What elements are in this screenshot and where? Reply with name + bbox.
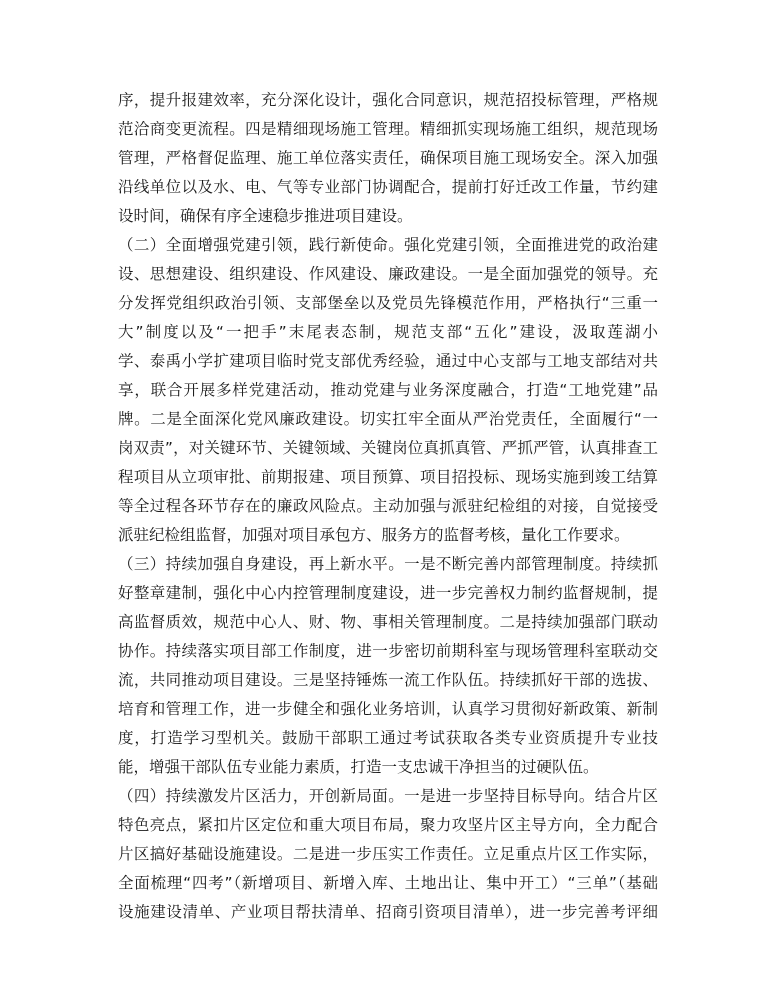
section-3-heading-line: （三）持续加强自身建设，再上新水平。一是不断完善内部管理制度。持续抓 — [118, 555, 658, 573]
text-line: 流，共同推动项目建设。三是坚持锤炼一流工作队伍。持续抓好干部的选拔、 — [118, 671, 658, 689]
text-line: 培育和管理工作，进一步健全和强化业务培训，认真学习贯彻好新政策、新制 — [118, 700, 658, 718]
text-line: 派驻纪检组监督，加强对项目承包方、服务方的监督考核，量化工作要求。 — [118, 526, 630, 544]
text-line: 范洽商变更流程。四是精细现场施工管理。精细抓实现场施工组织，规范现场 — [118, 120, 658, 138]
text-line: 特色亮点，紧扣片区定位和重大项目布局，聚力攻坚片区主导方向，全力配合 — [118, 816, 658, 834]
section-2-heading-line: （二）全面增强党建引领，践行新使命。强化党建引领，全面推进党的政治建 — [118, 236, 658, 254]
text-line: 程项目从立项审批、前期报建、项目预算、项目招投标、现场实施到竣工结算 — [118, 468, 658, 486]
body-text — [118, 86, 658, 927]
text-line: 享，联合开展多样党建活动，推动党建与业务深度融合，打造“工地党建”品 — [118, 381, 658, 399]
text-line: 沿线单位以及水、电、气等专业部门协调配合，提前打好迁改工作量，节约建 — [118, 178, 658, 196]
text-line: 高监督质效，规范中心人、财、物、事相关管理制度。二是持续加强部门联动 — [118, 613, 658, 631]
text-line: 学、泰禹小学扩建项目临时党支部优秀经验，通过中心支部与工地支部结对共 — [118, 352, 658, 370]
text-line: 大”制度以及“一把手”末尾表态制，规范支部“五化”建设，汲取莲湖小 — [118, 323, 658, 341]
text-line: 度，打造学习型机关。鼓励干部职工通过考试获取各类专业资质提升专业技 — [118, 729, 658, 747]
text-line: 协作。持续落实项目部工作制度，进一步密切前期科室与现场管理科室联动交 — [118, 642, 658, 660]
text-line: 设施建设清单、产业项目帮扶清单、招商引资项目清单），进一步完善考评细 — [118, 903, 658, 921]
text-line: 牌。二是全面深化党风廉政建设。切实扛牢全面从严治党责任，全面履行“一 — [118, 410, 658, 428]
text-line: 分发挥党组织政治引领、支部堡垒以及党员先锋模范作用，严格执行“三重一 — [118, 294, 658, 312]
text-line: 岗双责”，对关键环节、关键领域、关键岗位真抓真管、严抓严管，认真排查工 — [118, 439, 658, 457]
text-line: 序，提升报建效率，充分深化设计，强化合同意识，规范招投标管理，严格规 — [118, 91, 658, 109]
text-line: 能，增强干部队伍专业能力素质，打造一支忠诚干净担当的过硬队伍。 — [118, 758, 599, 776]
text-line: 管理，严格督促监理、施工单位落实责任，确保项目施工现场安全。深入加强 — [118, 149, 658, 167]
text-line: 全面梳理“四考”（新增项目、新增入库、土地出让、集中开工）“三单”（基础 — [118, 874, 658, 892]
section-4-heading-line: （四）持续激发片区活力，开创新局面。一是进一步坚持目标导向。结合片区 — [118, 787, 658, 805]
text-line: 好整章建制，强化中心内控管理制度建设，进一步完善权力制约监督规制，提 — [118, 584, 658, 602]
text-line: 等全过程各环节存在的廉政风险点。主动加强与派驻纪检组的对接，自觉接受 — [118, 497, 658, 515]
text-line: 设时间，确保有序全速稳步推进项目建设。 — [118, 207, 413, 225]
text-line: 片区搞好基础设施建设。二是进一步压实工作责任。立足重点片区工作实际， — [118, 845, 658, 863]
text-line: 设、思想建设、组织建设、作风建设、廉政建设。一是全面加强党的领导。充 — [118, 265, 658, 283]
